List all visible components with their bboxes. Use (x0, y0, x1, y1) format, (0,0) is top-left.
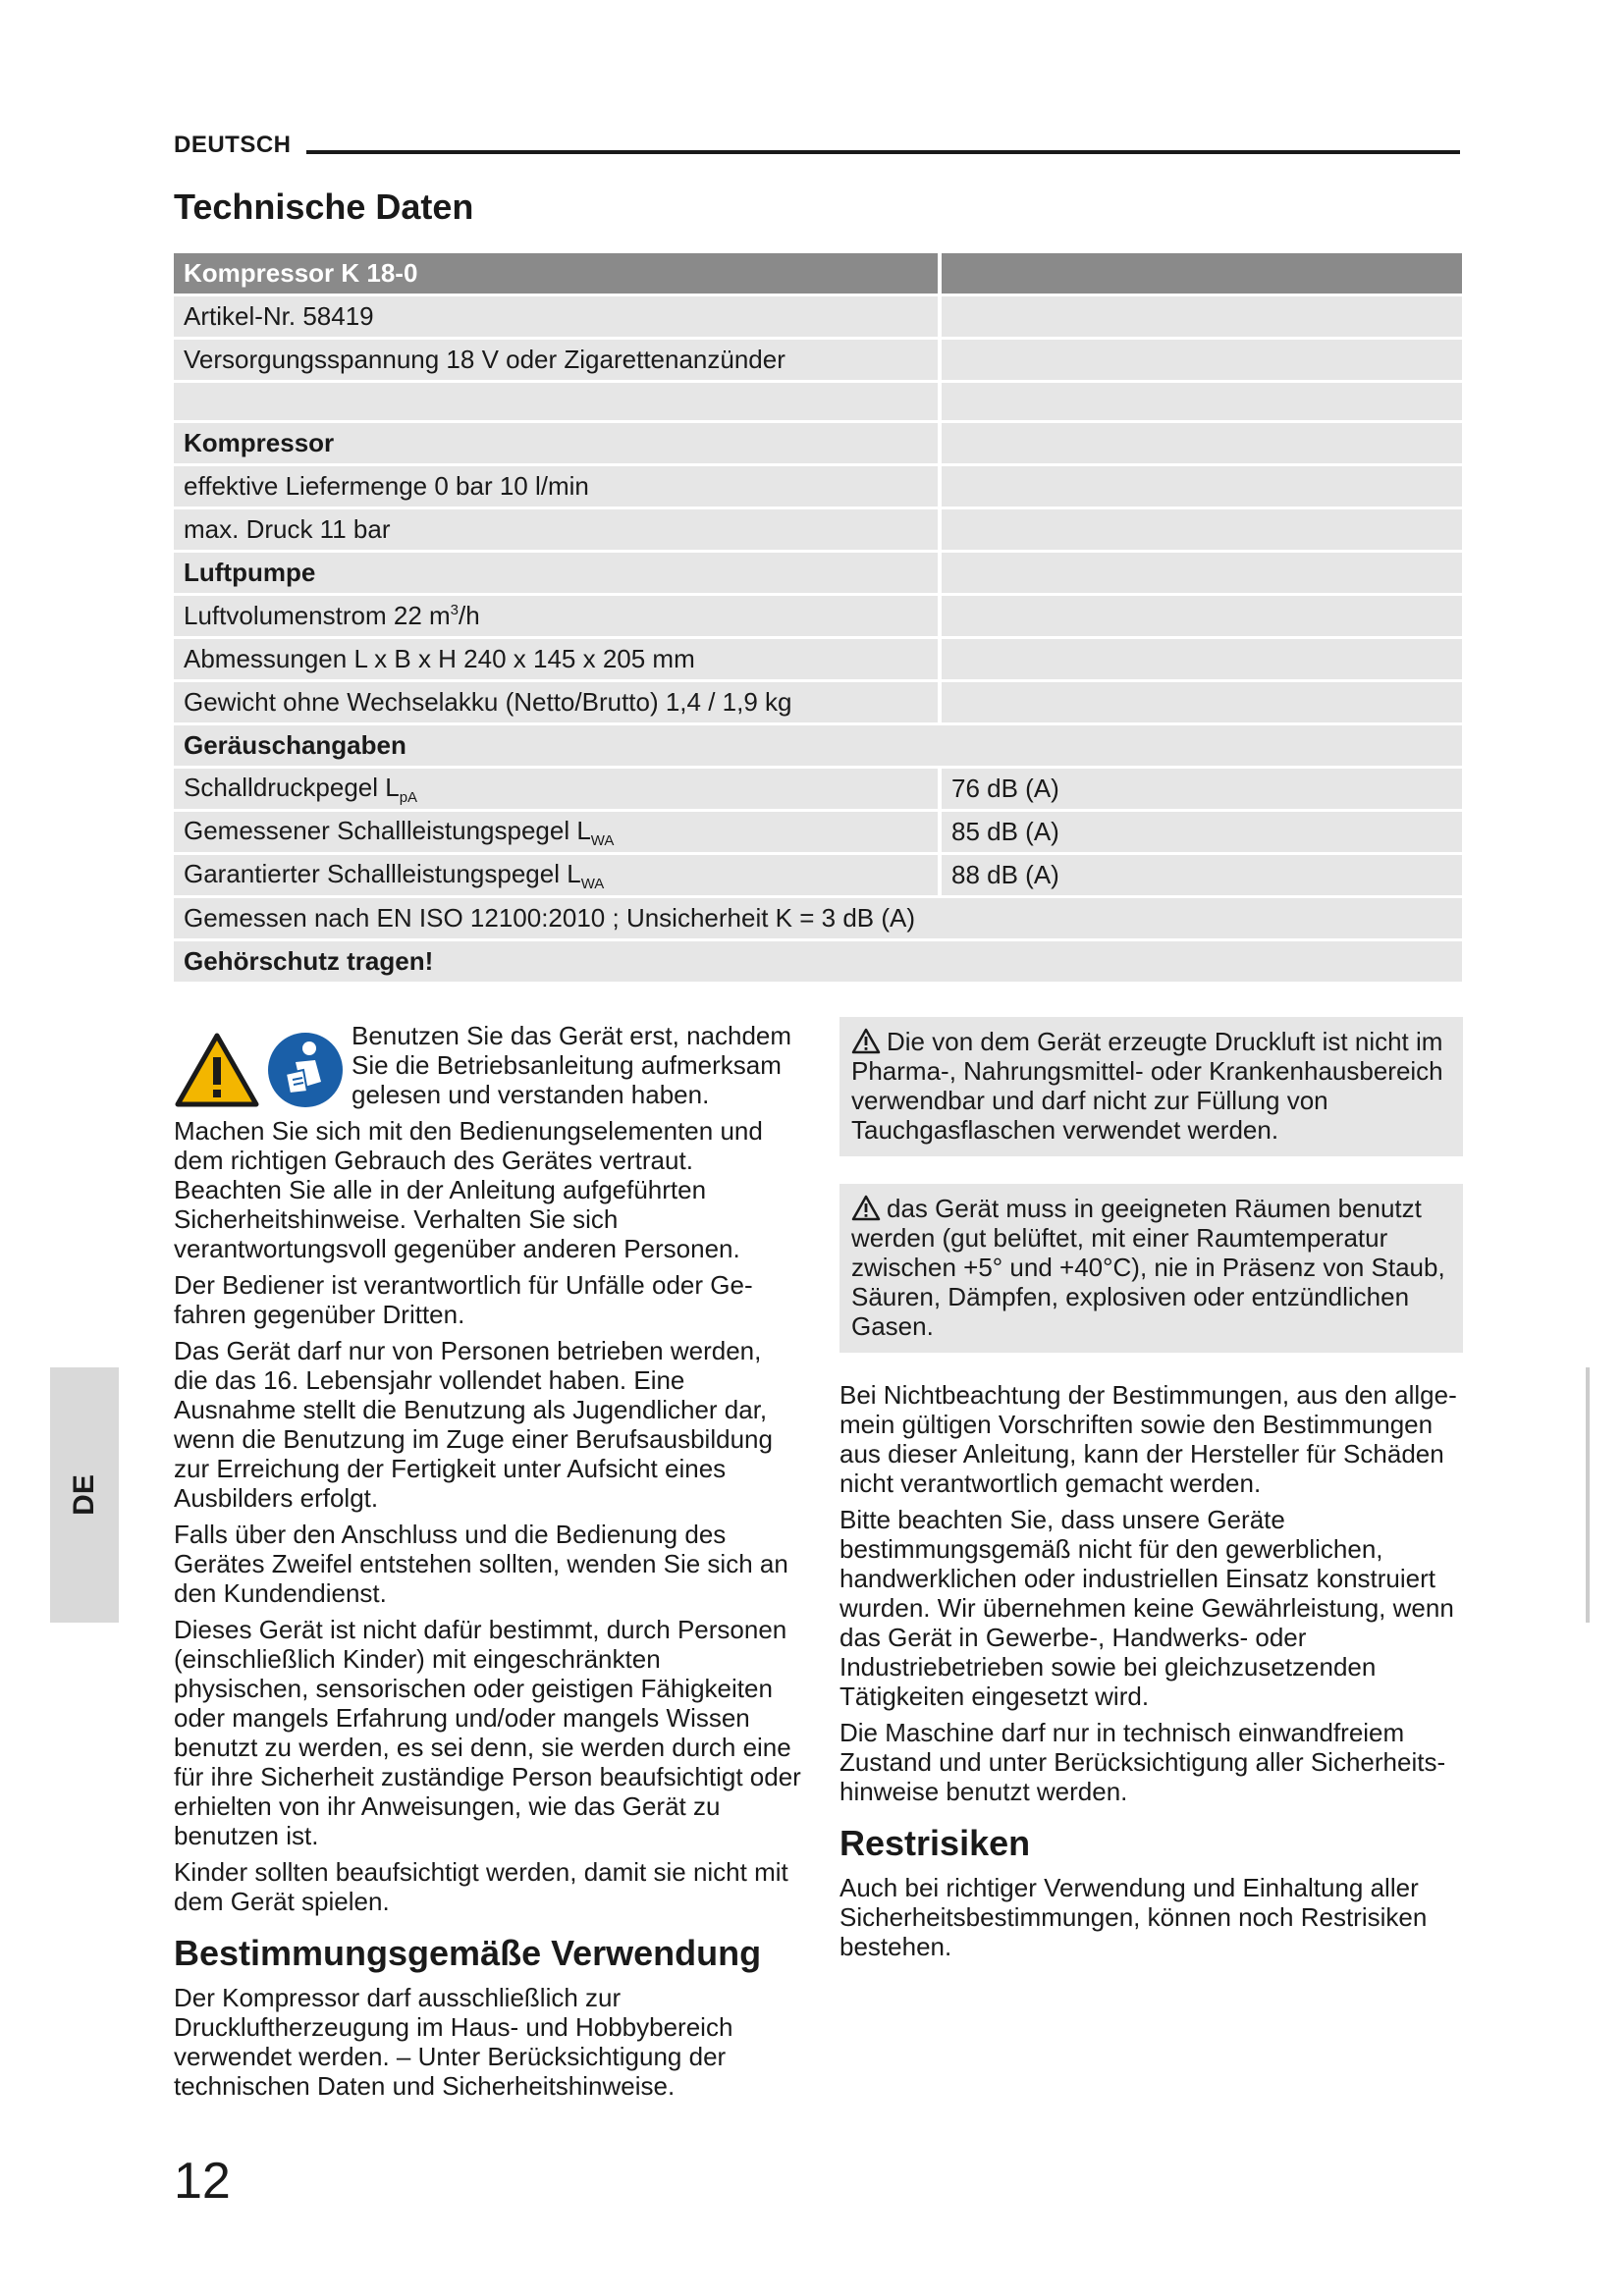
max-pressure: max. Druck 11 bar (174, 509, 942, 553)
intended-use-text: Der Kompressor darf ausschließlich zur Druckluftherzeugung im Haus- und Hobbybereich verwendet werden. – Unter Berücksichtigung der technischen Daten und Sicherheitshinweise. (174, 1983, 733, 2101)
table-row (174, 855, 1462, 898)
paragraph: Kinder sollten beaufsichtigt werden, damit sie nicht mit dem Gerät spielen. (174, 1857, 788, 1916)
right-column (839, 1017, 1463, 1968)
dimensions: Abmessungen L x B x H 240 x 145 x 205 mm (174, 639, 942, 682)
table-cell (942, 296, 1462, 340)
table-cell (942, 383, 1462, 423)
paragraph: Der Bediener ist verantwortlich für Unfälle oder Gefahren gegenüber Dritten. (174, 1270, 753, 1329)
paragraph: Falls über den Anschluss und die Bedienung des Gerätes Zweifel entstehen sollten, wenden Sie sich an den Kundendienst. (174, 1520, 788, 1608)
header-rule (306, 150, 1460, 154)
air-flow-exponent: 3 (450, 602, 460, 618)
warning-text: das Gerät muss in geeigneten Räumen benutzt werden (gut belüftet, mit einer Raumtemperatur zwischen +5° und +40°C), nie in Präsenz von Staub, Säuren, Dämpfen, explosiven oder entzündlichen Gasen. (851, 1194, 1445, 1341)
warning-text: Die von dem Gerät erzeugte Druckluft ist nicht im Pharma-, Nahrungsmittel- oder Krankenhausbereich verwendbar und darf nicht zur Füllung von Tauchgasflaschen verwendet werden. (851, 1027, 1443, 1145)
safety-icons (174, 1021, 352, 1109)
table-cell (942, 941, 1462, 985)
measurement-standard: Gemessen nach EN ISO 12100:2010 ; Unsicherheit K = 3 dB (A) (174, 898, 942, 941)
warning-box (839, 1184, 1463, 1353)
table-row (174, 466, 1462, 509)
warning-box (839, 1017, 1463, 1156)
table-row (174, 898, 1462, 941)
delivery-rate: effektive Liefermenge 0 bar 10 l/min (174, 466, 942, 509)
noise-heading: Geräuschangaben (174, 725, 942, 769)
table-row (174, 553, 1462, 596)
table-cell (942, 423, 1462, 466)
language-side-tab (50, 1367, 119, 1623)
table-row (174, 639, 1462, 682)
table-header-row (174, 253, 1462, 296)
paragraph: Die Maschine darf nur in technisch einwandfreiem Zustand und unter Berücksichtigung aller Sicherheitshinweise benutzt werden. (839, 1718, 1446, 1806)
table-cell (942, 682, 1462, 725)
paragraph: Machen Sie sich mit den Bedienungselementen und dem richtigen Gebrauch des Gerätes vertraut. Beachten Sie alle in der Anleitung aufgeführten Sicherheitshinweise. Verhalten Sie sich verantwortungsvoll gegenüber anderen Personen. (174, 1116, 763, 1263)
sound-pressure-label (174, 769, 942, 812)
table-row (174, 340, 1462, 383)
language-label: DEUTSCH (174, 132, 292, 158)
side-tab-label: DE (68, 1474, 100, 1516)
table-row (174, 296, 1462, 340)
table-cell (942, 639, 1462, 682)
paragraph: Bei Nichtbeachtung der Bestimmungen, aus den allgemein gültigen Vorschriften sowie den Bestimmungen aus dieser Anleitung, kann der Hersteller für Schäden nicht verantwortlich gemacht werden. (839, 1380, 1457, 1498)
table-cell (942, 553, 1462, 596)
page-title: Technische Daten (174, 187, 474, 227)
intro-block (174, 1021, 802, 1116)
left-column (174, 1021, 802, 2108)
supply-voltage: Versorgungsspannung 18 V oder Zigarettenanzünder (174, 340, 942, 383)
paragraph: Das Gerät darf nur von Personen betrieben werden, die das 16. Lebensjahr vollendet haben. Eine Ausnahme stellt die Benutzung als Jugendlicher dar, wenn die Benutzung im Zuge einer Berufsausbildung zur Erreichung der Fertigkeit unter Aufsicht eines Ausbilders erfolgt. (174, 1336, 773, 1513)
intro-text: Benutzen Sie das Gerät erst, nachdem Sie die Betriebsanleitung aufmerksam gelesen und verstanden haben. (352, 1021, 792, 1109)
sound-pressure-text: Schalldruckpegel L (184, 772, 400, 802)
guaranteed-power-subscript: WA (580, 875, 605, 892)
table-row (174, 941, 1462, 985)
air-flow-label: Luftvolumenstrom 22 m (184, 601, 451, 630)
hearing-protection: Gehörschutz tragen! (174, 941, 942, 985)
table-cell (174, 383, 942, 423)
article-number: Artikel-Nr. 58419 (174, 296, 942, 340)
page-number: 12 (174, 2153, 231, 2210)
table-cell (942, 466, 1462, 509)
page-edge-marker (1586, 1367, 1590, 1623)
residual-risks-text: Auch bei richtiger Verwendung und Einhaltung aller Sicherheitsbestimmungen, können noch Restrisiken bestehen. (839, 1873, 1428, 1961)
table-cell (942, 898, 1462, 941)
table-row (174, 423, 1462, 466)
warning-triangle-icon (851, 1195, 881, 1221)
weight: Gewicht ohne Wechselakku (Netto/Brutto) 1,4 / 1,9 kg (174, 682, 942, 725)
spec-table (174, 253, 1462, 985)
intended-use-heading: Bestimmungsgemäße Verwendung (174, 1933, 762, 1973)
measured-power-label (174, 812, 942, 855)
table-row (174, 682, 1462, 725)
table-cell (942, 725, 1462, 769)
air-pump-heading: Luftpumpe (174, 553, 942, 596)
sound-pressure-value: 76 dB (A) (942, 769, 1462, 812)
language-header (174, 132, 1460, 161)
guaranteed-power-label (174, 855, 942, 898)
compressor-heading: Kompressor (174, 423, 942, 466)
paragraph: Dieses Gerät ist nicht dafür bestimmt, durch Personen (einschließlich Kinder) mit eingeschränkten physischen, sensorischen oder geistigen Fähigkeiten oder mangels Erfahrung und/oder mangels Wissen benutzt zu werden, es sei denn, sie werden durch eine für ihre Sicherheit zuständige Person beaufsichtigt oder erhielten von ihr Anweisungen, wie das Gerät zu benutzen ist. (174, 1615, 801, 1850)
warning-triangle-icon (174, 1032, 260, 1108)
measured-power-value: 85 dB (A) (942, 812, 1462, 855)
table-row (174, 769, 1462, 812)
measured-power-subscript: WA (590, 831, 615, 849)
measured-power-text: Gemessener Schallleistungspegel L (184, 815, 591, 845)
air-flow (174, 596, 942, 639)
table-cell (942, 509, 1462, 553)
guaranteed-power-value: 88 dB (A) (942, 855, 1462, 898)
table-row (174, 812, 1462, 855)
table-cell (942, 253, 1462, 296)
sound-pressure-subscript: pA (399, 788, 418, 806)
table-cell (942, 596, 1462, 639)
table-row (174, 596, 1462, 639)
residual-risks-heading: Restrisiken (839, 1823, 1031, 1863)
table-row (174, 383, 1462, 423)
table-row (174, 725, 1462, 769)
read-manual-icon (266, 1031, 345, 1109)
table-cell (942, 340, 1462, 383)
warning-triangle-icon (851, 1028, 881, 1054)
guaranteed-power-text: Garantierter Schallleistungspegel L (184, 858, 581, 888)
table-row (174, 509, 1462, 553)
paragraph: Bitte beachten Sie, dass unsere Geräte bestimmungsgemäß nicht für den gewerblichen, handwerklichen oder industriellen Einsatz konstruiert wurden. Wir übernehmen keine Gewährleistung, wenn das Gerät in Gewerbe-, Handwerks- oder Industriebetrieben sowie bei gleichzusetzenden Tätigkeiten eingesetzt wird. (839, 1505, 1454, 1711)
table-title: Kompressor K 18-0 (174, 253, 942, 296)
air-flow-unit: /h (459, 601, 480, 630)
